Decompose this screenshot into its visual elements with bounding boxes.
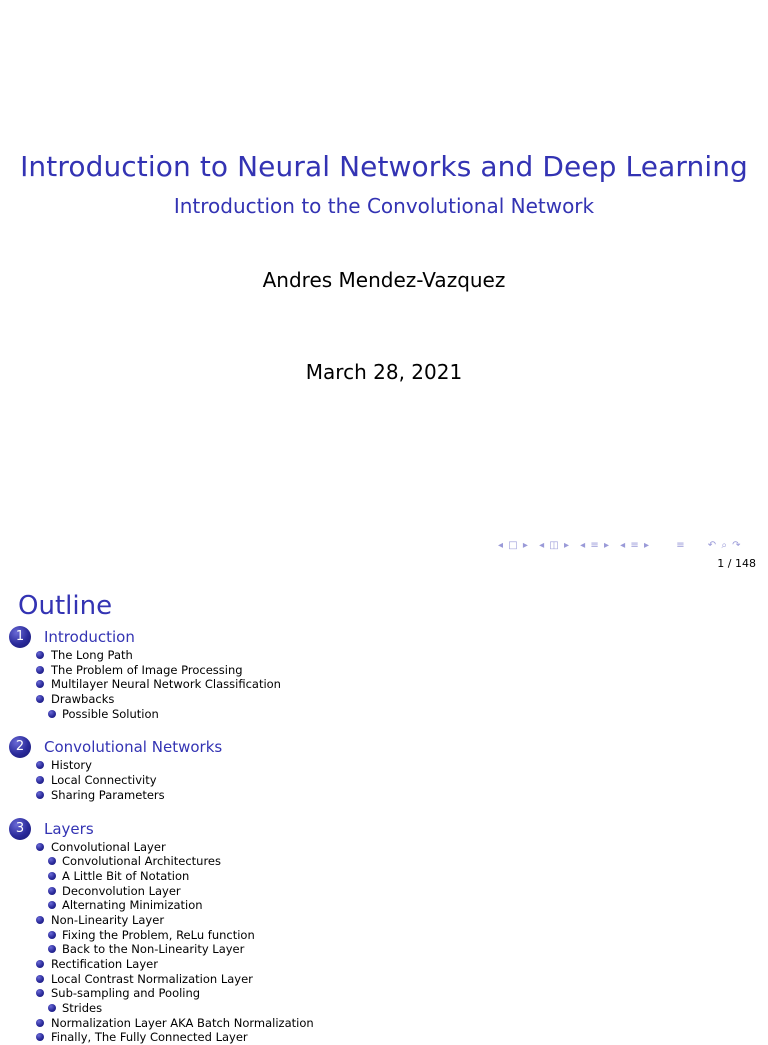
bullet-icon	[48, 872, 56, 880]
nav-prev-section-icon[interactable]: ◂	[620, 540, 625, 551]
bullet-icon	[36, 695, 44, 703]
outline-item-text: Local Connectivity	[51, 773, 157, 787]
bullet-icon	[48, 901, 56, 909]
section-number-ball: 3	[9, 818, 31, 840]
subsection-item[interactable]	[8, 773, 748, 788]
nav-back-icon[interactable]: ↶	[708, 540, 716, 551]
bullet-icon	[48, 887, 56, 895]
outline-item-text: Multilayer Neural Network Classification	[51, 677, 281, 691]
outline-item-text: Drawbacks	[51, 692, 114, 706]
section-label[interactable]: Convolutional Networks	[44, 738, 222, 756]
outline-section	[8, 816, 748, 1045]
nav-next-section-icon[interactable]: ▸	[644, 540, 649, 551]
section-heading-row[interactable]	[8, 624, 748, 648]
nav-prev-frame-icon[interactable]: ◂	[539, 540, 544, 551]
section-heading-row[interactable]	[8, 734, 748, 758]
subsection-item[interactable]	[8, 986, 748, 1001]
nav-slide-icon[interactable]: □	[508, 540, 517, 551]
subsection-item[interactable]	[8, 1016, 748, 1031]
subsection-item[interactable]	[8, 677, 748, 692]
subsection-item[interactable]	[8, 692, 748, 707]
nav-next-slide-icon[interactable]: ▸	[523, 540, 528, 551]
outline-item-text: Fixing the Problem, ReLu function	[62, 928, 255, 942]
subsubsection-item[interactable]	[8, 928, 748, 943]
outline-item-text: Possible Solution	[62, 707, 159, 721]
outline-item-text: Normalization Layer AKA Batch Normalization	[51, 1016, 314, 1030]
subsubsection-item[interactable]	[8, 854, 748, 869]
outline-item-text: History	[51, 758, 92, 772]
outline-item-text: Rectification Layer	[51, 957, 158, 971]
bullet-icon	[36, 1019, 44, 1027]
subsection-item[interactable]	[8, 972, 748, 987]
subsection-item[interactable]	[8, 840, 748, 855]
outline-item-text: Deconvolution Layer	[62, 884, 181, 898]
bullet-icon	[36, 843, 44, 851]
bullet-icon	[36, 651, 44, 659]
outline-item-text: Strides	[62, 1001, 102, 1015]
outline-item-text: Non-Linearity Layer	[51, 913, 164, 927]
presentation-subtitle: Introduction to the Convolutional Network	[0, 194, 768, 218]
subsubsection-item[interactable]	[8, 884, 748, 899]
outline-item-text: Alternating Minimization	[62, 898, 203, 912]
nav-prev-slide-icon[interactable]: ◂	[498, 540, 503, 551]
outline-item-text: The Long Path	[51, 648, 133, 662]
outline-item-text: Finally, The Fully Connected Layer	[51, 1030, 248, 1044]
outline-section	[8, 624, 748, 734]
subsection-item[interactable]	[8, 648, 748, 663]
section-label[interactable]: Layers	[44, 820, 94, 838]
page-number: 1 / 148	[717, 557, 756, 570]
outline-item-text: Sub-sampling and Pooling	[51, 986, 200, 1000]
outline-item-text: Sharing Parameters	[51, 788, 165, 802]
outline-heading: Outline	[18, 591, 112, 621]
bullet-icon	[48, 857, 56, 865]
nav-search-icon[interactable]: ⌕	[721, 540, 727, 551]
subsubsection-item[interactable]	[8, 707, 748, 722]
bullet-icon	[36, 791, 44, 799]
section-spacer	[8, 721, 748, 734]
outline-item-text: Convolutional Architectures	[62, 854, 221, 868]
nav-forward-icon[interactable]: ↷	[732, 540, 740, 551]
bullet-icon	[36, 776, 44, 784]
bullet-icon	[36, 916, 44, 924]
section-number-ball: 1	[9, 626, 31, 648]
nav-next-subsection-icon[interactable]: ▸	[604, 540, 609, 551]
presentation-date: March 28, 2021	[0, 360, 768, 384]
bullet-icon	[48, 710, 56, 718]
subsection-item[interactable]	[8, 758, 748, 773]
nav-prev-subsection-icon[interactable]: ◂	[580, 540, 585, 551]
outline-item-text: Back to the Non-Linearity Layer	[62, 942, 244, 956]
bullet-icon	[36, 666, 44, 674]
nav-document-icon[interactable]: ≡	[676, 540, 684, 551]
author-name: Andres Mendez-Vazquez	[0, 268, 768, 292]
subsection-item[interactable]	[8, 788, 748, 803]
subsubsection-item[interactable]	[8, 869, 748, 884]
subsubsection-item[interactable]	[8, 942, 748, 957]
nav-frame-icon[interactable]: ◫	[549, 540, 558, 551]
bullet-icon	[36, 960, 44, 968]
nav-subsection-icon[interactable]: ≡	[590, 540, 598, 551]
bullet-icon	[36, 1033, 44, 1041]
outline-item-text: A Little Bit of Notation	[62, 869, 189, 883]
beamer-navigation-bar	[498, 540, 766, 554]
subsubsection-item[interactable]	[8, 898, 748, 913]
section-spacer	[8, 803, 748, 816]
outline-list	[8, 624, 748, 1045]
bullet-icon	[48, 945, 56, 953]
bullet-icon	[36, 761, 44, 769]
nav-section-icon[interactable]: ≡	[630, 540, 638, 551]
nav-next-frame-icon[interactable]: ▸	[564, 540, 569, 551]
outline-item-text: The Problem of Image Processing	[51, 663, 243, 677]
subsubsection-item[interactable]	[8, 1001, 748, 1016]
outline-item-text: Convolutional Layer	[51, 840, 166, 854]
section-label[interactable]: Introduction	[44, 628, 135, 646]
bullet-icon	[36, 975, 44, 983]
subsection-item[interactable]	[8, 913, 748, 928]
subsection-item[interactable]	[8, 1030, 748, 1045]
presentation-title: Introduction to Neural Networks and Deep Learning	[0, 150, 768, 183]
bullet-icon	[36, 989, 44, 997]
bullet-icon	[48, 931, 56, 939]
bullet-icon	[36, 680, 44, 688]
outline-section	[8, 734, 748, 815]
bullet-icon	[48, 1004, 56, 1012]
section-heading-row[interactable]	[8, 816, 748, 840]
subsection-item[interactable]	[8, 957, 748, 972]
section-number-ball: 2	[9, 736, 31, 758]
subsection-item[interactable]	[8, 663, 748, 678]
outline-item-text: Local Contrast Normalization Layer	[51, 972, 253, 986]
